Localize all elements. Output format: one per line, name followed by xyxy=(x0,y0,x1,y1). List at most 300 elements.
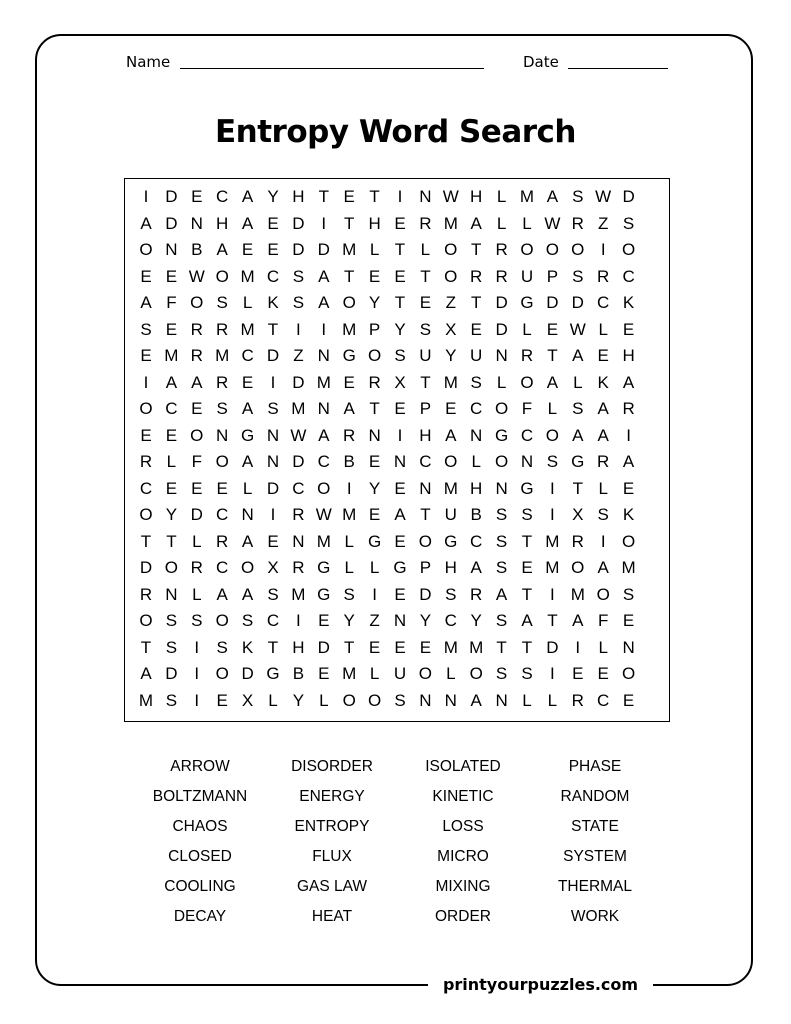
grid-cell[interactable]: S xyxy=(419,319,432,339)
grid-cell[interactable]: D xyxy=(546,637,559,657)
grid-cell[interactable]: L xyxy=(344,531,354,551)
grid-cell[interactable]: T xyxy=(394,240,406,259)
grid-cell[interactable]: I xyxy=(550,505,555,524)
grid-cell[interactable]: S xyxy=(445,584,457,604)
grid-cell[interactable]: C xyxy=(216,558,229,577)
grid-cell[interactable]: L xyxy=(242,478,253,498)
grid-cell[interactable]: Z xyxy=(293,346,304,365)
grid-cell[interactable]: E xyxy=(165,266,178,286)
grid-cell[interactable]: S xyxy=(521,664,533,683)
grid-cell[interactable]: Y xyxy=(165,505,178,524)
grid-cell[interactable]: T xyxy=(369,399,380,418)
grid-cell[interactable]: A xyxy=(470,213,482,233)
grid-cell[interactable]: E xyxy=(267,531,279,551)
grid-cell[interactable]: O xyxy=(215,664,229,683)
grid-cell[interactable]: E xyxy=(622,690,635,710)
grid-cell[interactable]: D xyxy=(165,213,178,233)
grid-cell[interactable]: L xyxy=(446,664,456,683)
grid-cell[interactable]: E xyxy=(318,664,330,683)
grid-cell[interactable]: A xyxy=(622,452,635,471)
grid-cell[interactable]: O xyxy=(444,452,458,471)
letter-grid[interactable] xyxy=(124,178,670,722)
grid-cell[interactable]: E xyxy=(394,213,406,233)
grid-cell[interactable]: T xyxy=(521,584,533,604)
grid-cell[interactable]: T xyxy=(547,611,558,630)
grid-cell[interactable]: M xyxy=(291,584,306,604)
grid-cell[interactable]: T xyxy=(420,266,431,286)
grid-cell[interactable]: B xyxy=(292,664,305,683)
grid-cell[interactable]: R xyxy=(597,266,610,286)
grid-cell[interactable]: Y xyxy=(470,611,482,630)
grid-cell[interactable]: S xyxy=(572,399,584,418)
grid-cell[interactable]: E xyxy=(343,187,355,206)
grid-cell[interactable]: E xyxy=(597,664,609,683)
grid-cell[interactable]: D xyxy=(139,558,153,577)
grid-cell[interactable]: E xyxy=(394,478,406,498)
grid-cell[interactable]: G xyxy=(520,293,534,312)
grid-cell[interactable]: R xyxy=(597,452,610,471)
grid-cell[interactable]: D xyxy=(571,293,584,312)
grid-cell[interactable]: S xyxy=(140,319,152,339)
grid-cell[interactable]: S xyxy=(292,293,305,312)
grid-cell[interactable]: H xyxy=(292,637,305,657)
grid-cell[interactable]: M xyxy=(291,399,306,418)
grid-cell[interactable]: O xyxy=(494,399,509,418)
grid-cell[interactable]: O xyxy=(215,266,229,286)
grid-cell[interactable]: R xyxy=(216,319,229,339)
grid-cell[interactable]: S xyxy=(572,187,584,206)
grid-cell[interactable]: M xyxy=(240,266,255,286)
grid-cell[interactable]: N xyxy=(419,478,432,498)
grid-cell[interactable]: S xyxy=(394,346,406,365)
grid-cell[interactable]: O xyxy=(342,690,356,710)
grid-cell[interactable]: A xyxy=(343,399,355,418)
grid-cell[interactable]: N xyxy=(165,584,178,604)
grid-cell[interactable]: L xyxy=(369,664,380,683)
grid-cell[interactable]: A xyxy=(572,425,584,445)
grid-cell[interactable]: A xyxy=(241,213,254,233)
grid-cell[interactable]: A xyxy=(191,372,203,392)
grid-cell[interactable]: C xyxy=(520,425,534,445)
grid-cell[interactable]: A xyxy=(140,293,152,312)
grid-cell[interactable]: N xyxy=(368,425,381,445)
grid-cell[interactable]: F xyxy=(521,399,533,418)
grid-cell[interactable]: L xyxy=(420,240,431,259)
grid-cell[interactable]: Y xyxy=(394,319,406,339)
grid-cell[interactable]: D xyxy=(317,637,330,657)
grid-cell[interactable]: L xyxy=(573,372,583,392)
grid-cell[interactable]: C xyxy=(622,266,635,286)
grid-cell[interactable]: H xyxy=(622,346,635,365)
grid-cell[interactable]: T xyxy=(267,319,279,339)
grid-cell[interactable]: T xyxy=(521,531,533,551)
grid-cell[interactable]: L xyxy=(319,690,329,710)
grid-cell[interactable]: S xyxy=(165,690,178,710)
grid-cell[interactable]: E xyxy=(368,266,381,286)
grid-cell[interactable]: R xyxy=(622,399,635,418)
grid-cell[interactable]: A xyxy=(165,372,178,392)
grid-cell[interactable]: R xyxy=(216,531,229,551)
grid-cell[interactable]: E xyxy=(394,637,406,657)
grid-cell[interactable]: A xyxy=(622,372,635,392)
grid-cell[interactable]: E xyxy=(165,319,178,339)
grid-cell[interactable]: W xyxy=(569,319,586,339)
grid-cell[interactable]: C xyxy=(597,690,610,710)
grid-cell[interactable]: W xyxy=(188,266,205,286)
grid-cell[interactable]: T xyxy=(394,293,406,312)
grid-cell[interactable]: I xyxy=(143,187,149,206)
grid-cell[interactable]: A xyxy=(470,558,482,577)
grid-cell[interactable]: O xyxy=(621,240,636,259)
grid-cell[interactable]: X xyxy=(572,505,584,524)
grid-cell[interactable]: X xyxy=(394,372,406,392)
grid-cell[interactable]: A xyxy=(241,584,254,604)
grid-cell[interactable]: G xyxy=(520,478,534,498)
grid-cell[interactable]: L xyxy=(496,187,507,206)
grid-cell[interactable]: E xyxy=(140,346,152,365)
grid-cell[interactable]: S xyxy=(495,531,508,551)
grid-cell[interactable]: O xyxy=(367,690,382,710)
grid-cell[interactable]: O xyxy=(520,372,534,392)
grid-cell[interactable]: Y xyxy=(343,611,355,630)
grid-cell[interactable]: N xyxy=(419,690,432,710)
grid-cell[interactable]: M xyxy=(342,505,357,524)
grid-cell[interactable]: D xyxy=(165,187,178,206)
grid-cell[interactable]: X xyxy=(267,558,279,577)
grid-cell[interactable]: I xyxy=(270,372,276,392)
grid-cell[interactable]: O xyxy=(342,293,356,312)
grid-cell[interactable]: T xyxy=(140,637,152,657)
grid-cell[interactable]: S xyxy=(165,611,178,630)
grid-cell[interactable]: G xyxy=(494,425,509,445)
grid-cell[interactable]: E xyxy=(394,584,406,604)
grid-cell[interactable]: I xyxy=(397,425,403,445)
grid-cell[interactable]: Z xyxy=(597,213,609,233)
grid-cell[interactable]: G xyxy=(367,531,382,551)
grid-cell[interactable]: W xyxy=(290,425,307,445)
grid-cell[interactable]: C xyxy=(419,452,432,471)
grid-cell[interactable]: D xyxy=(622,187,635,206)
grid-cell[interactable]: R xyxy=(190,319,203,339)
grid-cell[interactable]: E xyxy=(267,213,279,233)
grid-cell[interactable]: O xyxy=(545,240,559,259)
grid-cell[interactable]: A xyxy=(241,399,254,418)
grid-cell[interactable]: E xyxy=(597,346,609,365)
grid-cell[interactable]: O xyxy=(444,266,458,286)
grid-cell[interactable]: T xyxy=(420,505,431,524)
grid-cell[interactable]: N xyxy=(520,452,534,471)
grid-cell[interactable]: E xyxy=(622,319,635,339)
grid-cell[interactable]: H xyxy=(419,425,432,445)
grid-cell[interactable]: M xyxy=(316,372,331,392)
grid-cell[interactable]: U xyxy=(444,505,457,524)
grid-cell[interactable]: M xyxy=(240,319,255,339)
grid-cell[interactable]: O xyxy=(444,240,458,259)
grid-cell[interactable]: E xyxy=(622,478,635,498)
grid-cell[interactable]: E xyxy=(267,240,279,259)
grid-cell[interactable]: E xyxy=(419,637,432,657)
grid-cell[interactable]: C xyxy=(165,399,178,418)
grid-cell[interactable]: E xyxy=(394,266,406,286)
grid-cell[interactable]: M xyxy=(316,531,331,551)
grid-cell[interactable]: E xyxy=(521,558,533,577)
grid-cell[interactable]: E xyxy=(394,399,406,418)
grid-cell[interactable]: S xyxy=(572,266,584,286)
grid-cell[interactable]: O xyxy=(520,240,534,259)
grid-cell[interactable]: N xyxy=(495,346,508,365)
grid-cell[interactable]: R xyxy=(470,584,483,604)
grid-cell[interactable]: L xyxy=(598,478,608,498)
grid-cell[interactable]: K xyxy=(622,505,635,524)
grid-cell[interactable]: Z xyxy=(369,611,380,630)
grid-cell[interactable]: F xyxy=(597,611,609,630)
grid-cell[interactable]: L xyxy=(598,319,608,339)
grid-cell[interactable]: D xyxy=(292,372,305,392)
grid-cell[interactable]: N xyxy=(266,425,280,445)
grid-cell[interactable]: N xyxy=(444,690,457,710)
grid-cell[interactable]: N xyxy=(495,478,508,498)
grid-cell[interactable]: U xyxy=(393,664,407,683)
grid-cell[interactable]: S xyxy=(521,505,533,524)
grid-cell[interactable]: O xyxy=(418,664,432,683)
grid-cell[interactable]: T xyxy=(470,240,482,259)
grid-cell[interactable]: D xyxy=(317,240,330,259)
grid-cell[interactable]: K xyxy=(622,293,635,312)
grid-cell[interactable]: W xyxy=(315,505,332,524)
grid-cell[interactable]: A xyxy=(318,425,330,445)
grid-cell[interactable]: O xyxy=(596,584,610,604)
grid-cell[interactable]: M xyxy=(138,690,154,710)
grid-cell[interactable]: E xyxy=(318,611,330,630)
grid-cell[interactable]: L xyxy=(522,319,532,339)
grid-cell[interactable]: Y xyxy=(445,346,457,365)
grid-cell[interactable]: O xyxy=(317,478,331,498)
grid-cell[interactable]: O xyxy=(545,425,559,445)
grid-cell[interactable]: C xyxy=(216,187,229,206)
grid-cell[interactable]: C xyxy=(266,266,280,286)
grid-cell[interactable]: Z xyxy=(445,293,456,312)
grid-cell[interactable]: N xyxy=(317,399,330,418)
grid-cell[interactable]: A xyxy=(241,531,254,551)
grid-cell[interactable]: N xyxy=(419,187,432,206)
grid-cell[interactable]: I xyxy=(372,584,377,604)
grid-cell[interactable]: N xyxy=(216,425,229,445)
grid-cell[interactable]: S xyxy=(597,505,609,524)
grid-cell[interactable]: I xyxy=(143,372,149,392)
grid-cell[interactable]: O xyxy=(571,558,585,577)
grid-cell[interactable]: R xyxy=(571,213,584,233)
grid-cell[interactable]: R xyxy=(292,505,305,524)
grid-cell[interactable]: A xyxy=(597,399,609,418)
grid-cell[interactable]: G xyxy=(317,558,331,577)
grid-cell[interactable]: L xyxy=(268,690,278,710)
grid-cell[interactable]: I xyxy=(194,664,200,683)
grid-cell[interactable]: T xyxy=(343,213,355,233)
grid-cell[interactable]: S xyxy=(495,664,508,683)
grid-cell[interactable]: D xyxy=(266,478,280,498)
grid-cell[interactable]: N xyxy=(495,690,508,710)
grid-cell[interactable]: D xyxy=(266,346,280,365)
grid-cell[interactable]: M xyxy=(545,558,560,577)
grid-cell[interactable]: M xyxy=(215,346,230,365)
grid-cell[interactable]: M xyxy=(443,478,458,498)
grid-cell[interactable]: D xyxy=(495,319,508,339)
grid-cell[interactable]: G xyxy=(266,664,280,683)
grid-cell[interactable]: R xyxy=(470,266,483,286)
grid-cell[interactable]: D xyxy=(495,293,508,312)
grid-cell[interactable]: O xyxy=(139,611,153,630)
grid-cell[interactable]: I xyxy=(626,425,631,445)
grid-cell[interactable]: I xyxy=(194,637,200,657)
grid-cell[interactable]: R xyxy=(190,558,203,577)
grid-cell[interactable]: D xyxy=(546,293,559,312)
grid-cell[interactable]: A xyxy=(318,266,330,286)
grid-cell[interactable]: A xyxy=(241,187,254,206)
grid-cell[interactable]: N xyxy=(622,637,635,657)
grid-cell[interactable]: E xyxy=(445,399,457,418)
grid-cell[interactable]: K xyxy=(241,637,254,657)
grid-cell[interactable]: I xyxy=(321,213,327,233)
grid-cell[interactable]: C xyxy=(444,611,457,630)
grid-cell[interactable]: E xyxy=(343,372,355,392)
grid-cell[interactable]: M xyxy=(164,346,179,365)
grid-cell[interactable]: N xyxy=(165,240,178,259)
grid-cell[interactable]: C xyxy=(266,611,280,630)
grid-cell[interactable]: A xyxy=(546,372,559,392)
grid-cell[interactable]: M xyxy=(621,558,636,577)
grid-cell[interactable]: E xyxy=(216,690,228,710)
grid-cell[interactable]: O xyxy=(139,240,153,259)
grid-cell[interactable]: E xyxy=(394,531,406,551)
grid-cell[interactable]: O xyxy=(571,240,585,259)
grid-cell[interactable]: A xyxy=(572,346,584,365)
grid-cell[interactable]: I xyxy=(600,240,606,259)
grid-cell[interactable]: E xyxy=(368,505,381,524)
grid-cell[interactable]: O xyxy=(190,293,204,312)
grid-cell[interactable]: O xyxy=(215,452,229,471)
grid-cell[interactable]: T xyxy=(521,637,533,657)
grid-cell[interactable]: S xyxy=(292,266,305,286)
grid-cell[interactable]: R xyxy=(495,240,508,259)
grid-cell[interactable]: I xyxy=(550,664,555,683)
grid-cell[interactable]: G xyxy=(317,584,331,604)
grid-cell[interactable]: M xyxy=(545,531,560,551)
grid-cell[interactable]: S xyxy=(216,399,228,418)
grid-cell[interactable]: A xyxy=(495,584,508,604)
grid-cell[interactable]: E xyxy=(165,478,178,498)
grid-cell[interactable]: B xyxy=(191,240,203,259)
grid-cell[interactable]: S xyxy=(165,637,178,657)
grid-cell[interactable]: S xyxy=(622,584,635,604)
grid-cell[interactable]: I xyxy=(194,690,200,710)
grid-cell[interactable]: C xyxy=(216,505,229,524)
grid-cell[interactable]: M xyxy=(519,187,535,206)
grid-cell[interactable]: E xyxy=(241,372,254,392)
grid-cell[interactable]: D xyxy=(190,505,203,524)
grid-cell[interactable]: Y xyxy=(419,611,432,630)
grid-cell[interactable]: C xyxy=(241,346,254,365)
grid-cell[interactable]: R xyxy=(292,558,305,577)
grid-cell[interactable]: A xyxy=(445,425,457,445)
grid-cell[interactable]: E xyxy=(546,319,559,339)
grid-cell[interactable]: S xyxy=(546,452,559,471)
grid-cell[interactable]: E xyxy=(191,478,203,498)
grid-cell[interactable]: T xyxy=(343,637,355,657)
grid-cell[interactable]: A xyxy=(318,293,330,312)
grid-cell[interactable]: A xyxy=(597,425,609,445)
grid-cell[interactable]: S xyxy=(495,505,508,524)
grid-cell[interactable]: R xyxy=(216,372,229,392)
grid-cell[interactable]: N xyxy=(190,213,203,233)
grid-cell[interactable]: M xyxy=(469,637,484,657)
grid-cell[interactable]: M xyxy=(443,372,458,392)
grid-cell[interactable]: T xyxy=(547,346,558,365)
grid-cell[interactable]: C xyxy=(597,293,610,312)
grid-cell[interactable]: Y xyxy=(267,187,279,206)
grid-cell[interactable]: O xyxy=(469,664,483,683)
grid-cell[interactable]: P xyxy=(546,266,559,286)
grid-cell[interactable]: D xyxy=(419,584,432,604)
grid-cell[interactable]: D xyxy=(241,664,254,683)
grid-cell[interactable]: O xyxy=(494,452,509,471)
grid-cell[interactable]: R xyxy=(343,425,356,445)
grid-cell[interactable]: B xyxy=(343,452,355,471)
grid-cell[interactable]: A xyxy=(470,690,482,710)
grid-cell[interactable]: A xyxy=(216,584,228,604)
grid-cell[interactable]: S xyxy=(216,293,228,312)
grid-cell[interactable]: S xyxy=(622,213,635,233)
grid-cell[interactable]: O xyxy=(139,399,153,418)
grid-cell[interactable]: M xyxy=(443,637,458,657)
grid-cell[interactable]: L xyxy=(192,531,202,551)
grid-cell[interactable]: W xyxy=(595,187,612,206)
grid-cell[interactable]: L xyxy=(471,452,481,471)
grid-cell[interactable]: O xyxy=(139,505,153,524)
grid-cell[interactable]: A xyxy=(241,452,254,471)
grid-cell[interactable]: O xyxy=(621,531,636,551)
grid-cell[interactable]: T xyxy=(572,478,583,498)
grid-cell[interactable]: S xyxy=(267,399,279,418)
grid-cell[interactable]: A xyxy=(572,611,584,630)
grid-cell[interactable]: N xyxy=(292,531,305,551)
grid-cell[interactable]: H xyxy=(368,213,381,233)
grid-cell[interactable]: R xyxy=(520,346,534,365)
grid-cell[interactable]: C xyxy=(292,478,305,498)
grid-cell[interactable]: K xyxy=(597,372,609,392)
grid-cell[interactable]: S xyxy=(216,637,228,657)
grid-cell[interactable]: E xyxy=(368,637,381,657)
grid-cell[interactable]: I xyxy=(575,637,581,657)
grid-cell[interactable]: U xyxy=(470,346,483,365)
grid-cell[interactable]: E xyxy=(140,266,152,286)
grid-cell[interactable]: U xyxy=(419,346,432,365)
grid-cell[interactable]: N xyxy=(241,505,254,524)
grid-cell[interactable]: I xyxy=(296,611,301,630)
grid-cell[interactable]: S xyxy=(495,558,508,577)
grid-cell[interactable]: L xyxy=(192,584,202,604)
grid-cell[interactable]: F xyxy=(166,293,177,312)
grid-cell[interactable]: L xyxy=(522,690,532,710)
grid-cell[interactable]: M xyxy=(570,584,585,604)
grid-cell[interactable]: T xyxy=(470,293,482,312)
grid-cell[interactable]: S xyxy=(267,584,279,604)
grid-cell[interactable]: A xyxy=(140,213,152,233)
grid-cell[interactable]: A xyxy=(216,240,228,259)
date-input-line[interactable] xyxy=(568,68,668,69)
grid-cell[interactable]: T xyxy=(267,637,279,657)
grid-cell[interactable]: Y xyxy=(292,690,305,710)
grid-cell[interactable]: T xyxy=(496,637,507,657)
